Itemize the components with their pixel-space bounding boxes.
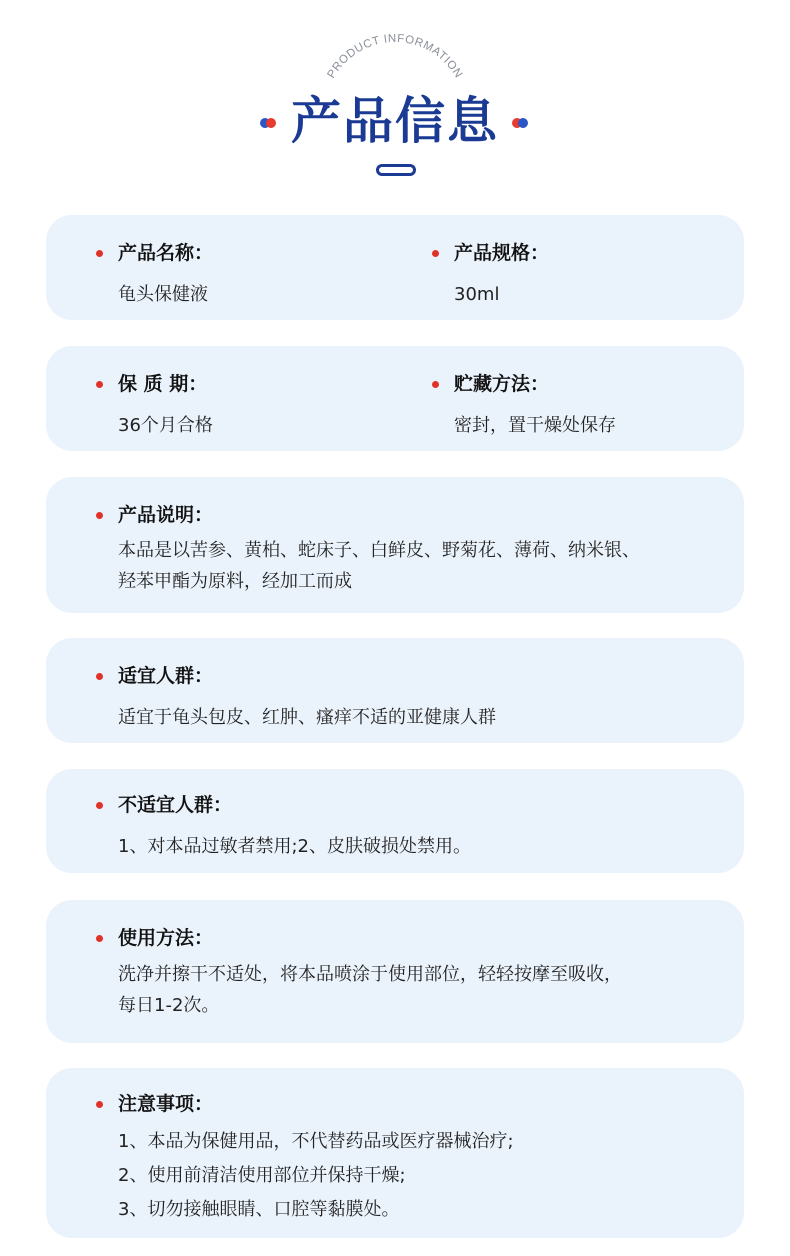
field-value <box>96 535 640 597</box>
field-usage <box>96 926 622 1021</box>
field-label: 注意事项： <box>96 1092 514 1116</box>
field-label: 使用方法： <box>96 926 622 950</box>
info-card-notes <box>46 1068 744 1238</box>
value-line: 本品是以苦参、黄柏、蛇床子、白鲜皮、野菊花、薄荷、纳米银、 <box>118 540 640 561</box>
field-value <box>96 702 496 733</box>
field-shelf-life <box>96 372 213 441</box>
value-line: 羟苯甲酯为原料，经加工而成 <box>118 571 352 592</box>
field-label: 保 质 期： <box>96 372 213 396</box>
page-title: 产品信息 <box>291 92 499 150</box>
field-product-name <box>96 241 213 310</box>
field-value <box>96 410 213 441</box>
field-suitable-people <box>96 664 496 733</box>
info-card-suitable <box>46 638 744 743</box>
value-line: 洗净并擦干不适处，将本品喷涂于使用部位，轻轻按摩至吸收， <box>118 964 622 985</box>
value-line: 龟头保健液 <box>118 284 208 305</box>
info-card-name-spec <box>46 215 744 320</box>
value-line: 36个月合格 <box>118 415 213 436</box>
svg-text:PRODUCT INFORMATION <box>326 33 465 81</box>
field-label: 不适宜人群： <box>96 793 471 817</box>
field-label: 产品说明： <box>96 503 640 527</box>
value-line: 适宜于龟头包皮、红肿、瘙痒不适的亚健康人群 <box>118 707 496 728</box>
info-card-unsuitable <box>46 769 744 873</box>
arc-subtitle-text: PRODUCT INFORMATION <box>325 32 465 81</box>
field-description <box>96 503 640 597</box>
field-value <box>96 1125 514 1227</box>
field-value <box>432 279 549 310</box>
field-storage <box>432 372 616 441</box>
value-line: 2、使用前清洁使用部位并保持干燥; <box>118 1165 406 1186</box>
info-card-usage <box>46 900 744 1043</box>
field-value <box>96 959 622 1021</box>
field-value <box>96 831 471 862</box>
field-value <box>432 410 616 441</box>
value-line: 30ml <box>454 284 500 305</box>
value-line: 1、对本品过敏者禁用;2、皮肤破损处禁用。 <box>118 836 471 857</box>
value-line: 密封，置干燥处保存 <box>454 415 616 436</box>
field-label: 适宜人群： <box>96 664 496 688</box>
field-unsuitable-people <box>96 793 471 862</box>
field-label: 贮藏方法： <box>432 372 616 396</box>
page-header <box>0 0 790 190</box>
info-card-description <box>46 477 744 613</box>
field-value <box>96 279 213 310</box>
value-line: 1、本品为保健用品，不代替药品或医疗器械治疗; <box>118 1131 514 1152</box>
info-card-shelf-storage <box>46 346 744 451</box>
field-product-spec <box>432 241 549 310</box>
value-line: 每日1-2次。 <box>118 995 220 1016</box>
field-label: 产品规格： <box>432 241 549 265</box>
value-line: 3、切勿接触眼睛、口腔等黏膜处。 <box>118 1199 400 1220</box>
field-notes <box>96 1092 514 1227</box>
title-underline-pill <box>376 164 416 176</box>
field-label: 产品名称： <box>96 241 213 265</box>
